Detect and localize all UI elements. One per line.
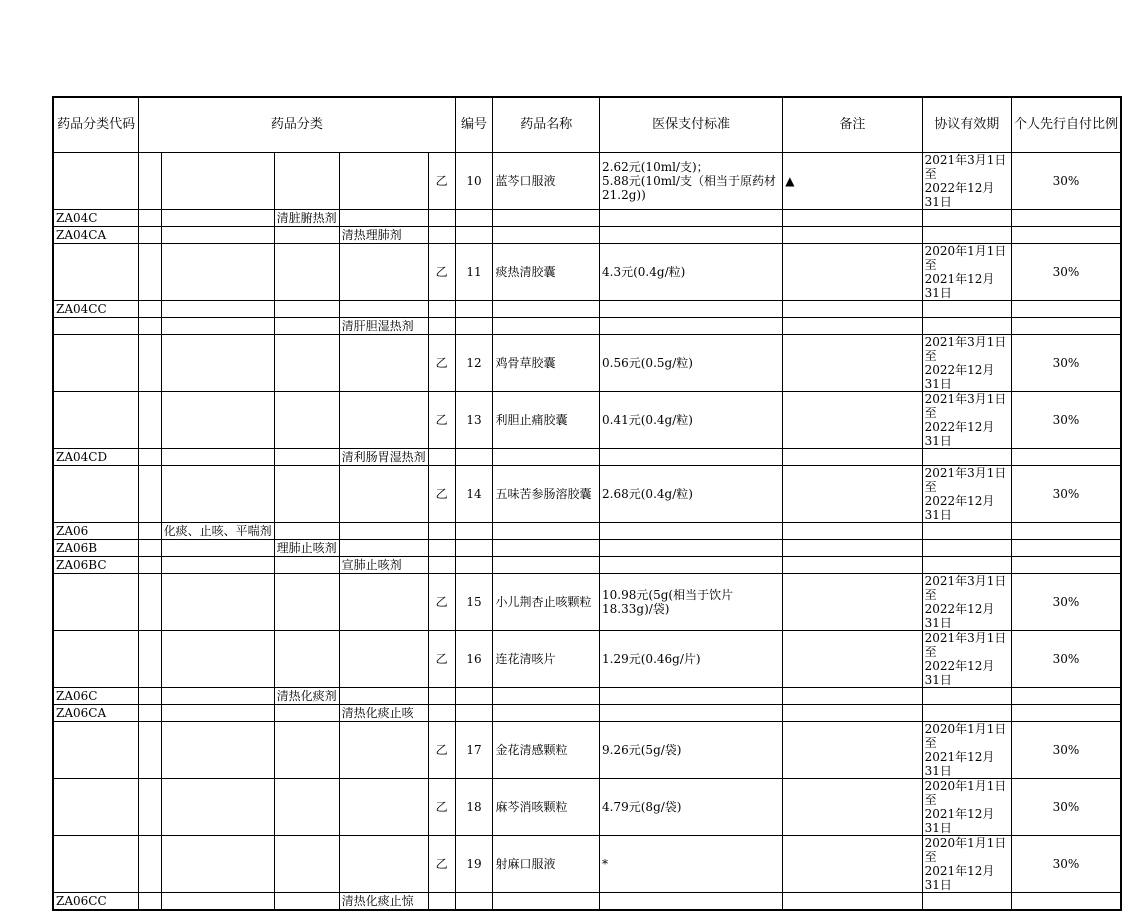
cell-validity: 2021年3月1日至 2022年12月31日 — [922, 335, 1011, 392]
cell-category-label — [339, 301, 428, 318]
cell-pay-standard — [600, 705, 783, 722]
cell-number — [455, 449, 493, 466]
cell-remark — [783, 449, 922, 466]
cell-pay-standard: 10.98元(5g(相当于饮片18.33g)/袋) — [600, 574, 783, 631]
cell-remark — [783, 540, 922, 557]
cell-drug-name — [493, 705, 600, 722]
cell-category-level — [139, 779, 161, 836]
cell-pay-standard — [600, 210, 783, 227]
cell-ratio: 30% — [1011, 631, 1121, 688]
cell-code — [53, 392, 139, 449]
cell-ratio — [1011, 557, 1121, 574]
cell-ratio: 30% — [1011, 574, 1121, 631]
cell-code — [53, 466, 139, 523]
cell-category-level — [339, 688, 428, 705]
cell-number — [455, 318, 493, 335]
cell-category-level — [428, 449, 455, 466]
cell-drug-class: 乙 — [428, 244, 455, 301]
drug-row — [53, 466, 1121, 523]
cell-remark — [783, 227, 922, 244]
cell-category-level — [139, 722, 161, 779]
cell-category-level — [139, 244, 161, 301]
cell-category-level — [161, 210, 274, 227]
cell-drug-name — [493, 557, 600, 574]
cell-category-level — [161, 466, 274, 523]
cell-category-label: 清热化痰剂 — [274, 688, 339, 705]
cell-category-level — [161, 574, 274, 631]
cell-category-level — [139, 301, 161, 318]
cell-category-label: 清热化痰止咳 — [339, 705, 428, 722]
cell-category-level — [428, 688, 455, 705]
cell-remark — [783, 705, 922, 722]
cell-drug-name — [493, 893, 600, 911]
cell-remark — [783, 301, 922, 318]
cell-category-label: 清利肠胃湿热剂 — [339, 449, 428, 466]
cell-category-level — [139, 523, 161, 540]
cell-category-level — [274, 335, 339, 392]
cell-category-label: 化痰、止咳、平喘剂 — [161, 523, 274, 540]
cell-pay-standard: 4.3元(0.4g/粒) — [600, 244, 783, 301]
cell-validity — [922, 210, 1011, 227]
cell-ratio — [1011, 210, 1121, 227]
cell-category-level — [161, 392, 274, 449]
cell-category-level — [139, 466, 161, 523]
cell-number: 19 — [455, 836, 493, 893]
category-row — [53, 557, 1121, 574]
cell-drug-name: 麻芩消咳颗粒 — [493, 779, 600, 836]
cell-validity: 2020年1月1日至 2021年12月31日 — [922, 836, 1011, 893]
cell-category-level — [274, 893, 339, 911]
cell-validity — [922, 893, 1011, 911]
cell-validity — [922, 523, 1011, 540]
cell-category-level — [161, 318, 274, 335]
cell-validity: 2020年1月1日至 2021年12月31日 — [922, 779, 1011, 836]
header-code: 药品分类代码 — [53, 97, 139, 153]
cell-code: ZA04CC — [53, 301, 139, 318]
cell-drug-name: 小儿荆杏止咳颗粒 — [493, 574, 600, 631]
cell-category-level — [161, 779, 274, 836]
cell-remark: ▲ — [783, 153, 922, 210]
drug-row — [53, 153, 1121, 210]
cell-ratio — [1011, 301, 1121, 318]
cell-code: ZA04CA — [53, 227, 139, 244]
cell-category-level — [339, 466, 428, 523]
cell-drug-name — [493, 301, 600, 318]
cell-category-level — [339, 779, 428, 836]
cell-drug-name: 利胆止痛胶囊 — [493, 392, 600, 449]
cell-remark — [783, 210, 922, 227]
cell-pay-standard: 1.29元(0.46g/片) — [600, 631, 783, 688]
drug-row — [53, 779, 1121, 836]
cell-category-label: 清肝胆湿热剂 — [339, 318, 428, 335]
cell-category-level — [139, 210, 161, 227]
cell-category-level — [274, 392, 339, 449]
cell-number: 17 — [455, 722, 493, 779]
header-category: 药品分类 — [139, 97, 455, 153]
cell-code — [53, 244, 139, 301]
cell-ratio — [1011, 523, 1121, 540]
cell-drug-name: 五味苦参肠溶胶囊 — [493, 466, 600, 523]
cell-category-level — [428, 557, 455, 574]
cell-remark — [783, 574, 922, 631]
cell-category-level — [428, 210, 455, 227]
cell-drug-name: 金花清感颗粒 — [493, 722, 600, 779]
cell-ratio: 30% — [1011, 153, 1121, 210]
category-row — [53, 893, 1121, 911]
cell-category-level — [139, 449, 161, 466]
cell-code: ZA06CA — [53, 705, 139, 722]
cell-category-level — [339, 540, 428, 557]
cell-validity: 2021年3月1日至 2022年12月31日 — [922, 153, 1011, 210]
cell-category-label: 宣肺止咳剂 — [339, 557, 428, 574]
cell-remark — [783, 318, 922, 335]
cell-category-level — [274, 153, 339, 210]
cell-ratio: 30% — [1011, 779, 1121, 836]
cell-category-level — [274, 722, 339, 779]
drug-row — [53, 392, 1121, 449]
cell-pay-standard: 9.26元(5g/袋) — [600, 722, 783, 779]
cell-category-level — [274, 523, 339, 540]
cell-drug-class: 乙 — [428, 335, 455, 392]
cell-number: 12 — [455, 335, 493, 392]
cell-drug-name — [493, 540, 600, 557]
cell-drug-class: 乙 — [428, 836, 455, 893]
category-row — [53, 688, 1121, 705]
cell-validity — [922, 318, 1011, 335]
cell-number — [455, 210, 493, 227]
cell-validity: 2021年3月1日至 2022年12月31日 — [922, 466, 1011, 523]
cell-category-level — [274, 466, 339, 523]
cell-ratio — [1011, 318, 1121, 335]
cell-ratio: 30% — [1011, 335, 1121, 392]
cell-category-level — [161, 540, 274, 557]
drug-row — [53, 722, 1121, 779]
cell-category-level — [274, 557, 339, 574]
cell-code: ZA04CD — [53, 449, 139, 466]
cell-category-level — [339, 210, 428, 227]
header-ratio: 个人先行自付比例 — [1011, 97, 1121, 153]
cell-pay-standard — [600, 449, 783, 466]
cell-pay-standard: 2.62元(10ml/支)； 5.88元(10ml/支（相当于原药材21.2g)) — [600, 153, 783, 210]
cell-category-level — [274, 705, 339, 722]
cell-remark — [783, 392, 922, 449]
cell-category-level — [139, 893, 161, 911]
cell-drug-class: 乙 — [428, 722, 455, 779]
cell-pay-standard: 0.41元(0.4g/粒) — [600, 392, 783, 449]
cell-drug-name — [493, 523, 600, 540]
cell-validity — [922, 688, 1011, 705]
cell-code — [53, 779, 139, 836]
cell-code — [53, 574, 139, 631]
cell-number — [455, 893, 493, 911]
cell-category-level — [339, 836, 428, 893]
cell-number: 10 — [455, 153, 493, 210]
cell-code: ZA06BC — [53, 557, 139, 574]
category-row — [53, 540, 1121, 557]
header-row — [53, 97, 1121, 153]
cell-number — [455, 301, 493, 318]
cell-number — [455, 523, 493, 540]
table-body — [53, 97, 1121, 910]
cell-remark — [783, 779, 922, 836]
cell-remark — [783, 466, 922, 523]
cell-ratio: 30% — [1011, 722, 1121, 779]
category-row — [53, 523, 1121, 540]
cell-code: ZA04C — [53, 210, 139, 227]
cell-category-level — [139, 392, 161, 449]
cell-category-label: 理肺止咳剂 — [274, 540, 339, 557]
cell-pay-standard: 4.79元(8g/袋) — [600, 779, 783, 836]
cell-ratio: 30% — [1011, 466, 1121, 523]
cell-drug-class: 乙 — [428, 466, 455, 523]
header-name: 药品名称 — [493, 97, 600, 153]
cell-remark — [783, 523, 922, 540]
cell-validity — [922, 301, 1011, 318]
cell-drug-name: 痰热清胶囊 — [493, 244, 600, 301]
category-row — [53, 318, 1121, 335]
cell-remark — [783, 557, 922, 574]
cell-number: 18 — [455, 779, 493, 836]
cell-drug-name: 连花清咳片 — [493, 631, 600, 688]
cell-category-level — [274, 631, 339, 688]
cell-number: 16 — [455, 631, 493, 688]
cell-category-level — [161, 836, 274, 893]
cell-drug-name — [493, 688, 600, 705]
cell-remark — [783, 893, 922, 911]
cell-remark — [783, 631, 922, 688]
cell-number — [455, 705, 493, 722]
cell-ratio — [1011, 705, 1121, 722]
cell-category-level — [139, 153, 161, 210]
cell-remark — [783, 244, 922, 301]
cell-pay-standard — [600, 540, 783, 557]
cell-category-level — [339, 335, 428, 392]
cell-number: 15 — [455, 574, 493, 631]
cell-code — [53, 335, 139, 392]
cell-ratio — [1011, 449, 1121, 466]
cell-drug-class: 乙 — [428, 574, 455, 631]
cell-category-level — [274, 318, 339, 335]
cell-category-level — [428, 227, 455, 244]
cell-validity — [922, 540, 1011, 557]
cell-drug-class: 乙 — [428, 392, 455, 449]
cell-category-level — [161, 893, 274, 911]
cell-validity: 2020年1月1日至 2021年12月31日 — [922, 244, 1011, 301]
cell-category-level — [161, 705, 274, 722]
cell-category-level — [161, 688, 274, 705]
cell-category-level — [161, 557, 274, 574]
cell-code: ZA06 — [53, 523, 139, 540]
cell-category-level — [139, 557, 161, 574]
cell-category-level — [274, 449, 339, 466]
cell-category-level — [161, 301, 274, 318]
cell-pay-standard: 0.56元(0.5g/粒) — [600, 335, 783, 392]
cell-category-level — [339, 574, 428, 631]
cell-category-level — [139, 688, 161, 705]
cell-drug-class: 乙 — [428, 631, 455, 688]
category-row — [53, 301, 1121, 318]
cell-pay-standard — [600, 227, 783, 244]
cell-remark — [783, 836, 922, 893]
cell-validity — [922, 449, 1011, 466]
cell-category-level — [139, 631, 161, 688]
category-row — [53, 449, 1121, 466]
cell-category-level — [428, 893, 455, 911]
drug-row — [53, 836, 1121, 893]
cell-pay-standard — [600, 557, 783, 574]
cell-category-level — [274, 836, 339, 893]
cell-category-level — [339, 631, 428, 688]
cell-ratio: 30% — [1011, 244, 1121, 301]
cell-pay-standard — [600, 523, 783, 540]
cell-drug-name: 射麻口服液 — [493, 836, 600, 893]
drug-row — [53, 574, 1121, 631]
cell-category-level — [428, 705, 455, 722]
header-remark: 备注 — [783, 97, 922, 153]
cell-code: ZA06B — [53, 540, 139, 557]
cell-category-level — [428, 523, 455, 540]
drug-row — [53, 631, 1121, 688]
cell-drug-name: 蓝芩口服液 — [493, 153, 600, 210]
cell-drug-name — [493, 318, 600, 335]
cell-category-level — [161, 153, 274, 210]
cell-pay-standard — [600, 893, 783, 911]
cell-ratio: 30% — [1011, 392, 1121, 449]
cell-category-label: 清脏腑热剂 — [274, 210, 339, 227]
cell-category-level — [274, 244, 339, 301]
cell-category-level — [139, 227, 161, 244]
cell-remark — [783, 688, 922, 705]
cell-pay-standard: * — [600, 836, 783, 893]
cell-category-level — [161, 722, 274, 779]
cell-number — [455, 688, 493, 705]
drug-catalog-table — [52, 96, 1122, 911]
cell-category-label: 清热理肺剂 — [339, 227, 428, 244]
category-row — [53, 705, 1121, 722]
drug-row — [53, 335, 1121, 392]
cell-pay-standard — [600, 301, 783, 318]
cell-category-level — [161, 335, 274, 392]
cell-drug-name: 鸡骨草胶囊 — [493, 335, 600, 392]
header-validity: 协议有效期 — [922, 97, 1011, 153]
cell-validity — [922, 557, 1011, 574]
cell-category-level — [339, 722, 428, 779]
cell-ratio — [1011, 688, 1121, 705]
cell-validity: 2021年3月1日至 2022年12月31日 — [922, 574, 1011, 631]
cell-code: ZA06CC — [53, 893, 139, 911]
cell-category-level — [339, 392, 428, 449]
cell-code — [53, 318, 139, 335]
cell-number: 11 — [455, 244, 493, 301]
cell-validity — [922, 227, 1011, 244]
cell-category-level — [139, 574, 161, 631]
cell-category-level — [339, 244, 428, 301]
cell-validity: 2021年3月1日至 2022年12月31日 — [922, 631, 1011, 688]
cell-number — [455, 227, 493, 244]
cell-pay-standard: 2.68元(0.4g/粒) — [600, 466, 783, 523]
cell-validity: 2020年1月1日至 2021年12月31日 — [922, 722, 1011, 779]
cell-ratio: 30% — [1011, 836, 1121, 893]
cell-category-level — [274, 301, 339, 318]
cell-category-level — [274, 227, 339, 244]
cell-category-level — [161, 631, 274, 688]
cell-category-level — [274, 574, 339, 631]
cell-number: 14 — [455, 466, 493, 523]
cell-category-level — [161, 244, 274, 301]
header-standard: 医保支付标准 — [600, 97, 783, 153]
cell-code — [53, 153, 139, 210]
drug-row — [53, 244, 1121, 301]
cell-category-level — [161, 449, 274, 466]
cell-code: ZA06C — [53, 688, 139, 705]
cell-category-level — [428, 301, 455, 318]
cell-drug-name — [493, 227, 600, 244]
cell-category-label: 清热化痰止惊 — [339, 893, 428, 911]
category-row — [53, 210, 1121, 227]
cell-code — [53, 836, 139, 893]
cell-category-level — [428, 318, 455, 335]
cell-category-level — [139, 705, 161, 722]
cell-drug-class: 乙 — [428, 153, 455, 210]
header-number: 编号 — [455, 97, 493, 153]
cell-number: 13 — [455, 392, 493, 449]
cell-code — [53, 722, 139, 779]
cell-ratio — [1011, 540, 1121, 557]
cell-category-level — [428, 540, 455, 557]
cell-drug-class: 乙 — [428, 779, 455, 836]
cell-drug-name — [493, 210, 600, 227]
cell-remark — [783, 722, 922, 779]
cell-category-level — [339, 153, 428, 210]
cell-category-level — [139, 318, 161, 335]
cell-drug-name — [493, 449, 600, 466]
cell-validity: 2021年3月1日至 2022年12月31日 — [922, 392, 1011, 449]
cell-category-level — [139, 540, 161, 557]
cell-number — [455, 557, 493, 574]
cell-ratio — [1011, 227, 1121, 244]
cell-category-level — [139, 836, 161, 893]
cell-ratio — [1011, 893, 1121, 911]
cell-validity — [922, 705, 1011, 722]
cell-category-level — [339, 523, 428, 540]
cell-pay-standard — [600, 318, 783, 335]
category-row — [53, 227, 1121, 244]
cell-remark — [783, 335, 922, 392]
cell-number — [455, 540, 493, 557]
cell-category-level — [161, 227, 274, 244]
cell-category-level — [139, 335, 161, 392]
cell-code — [53, 631, 139, 688]
cell-category-level — [274, 779, 339, 836]
cell-pay-standard — [600, 688, 783, 705]
